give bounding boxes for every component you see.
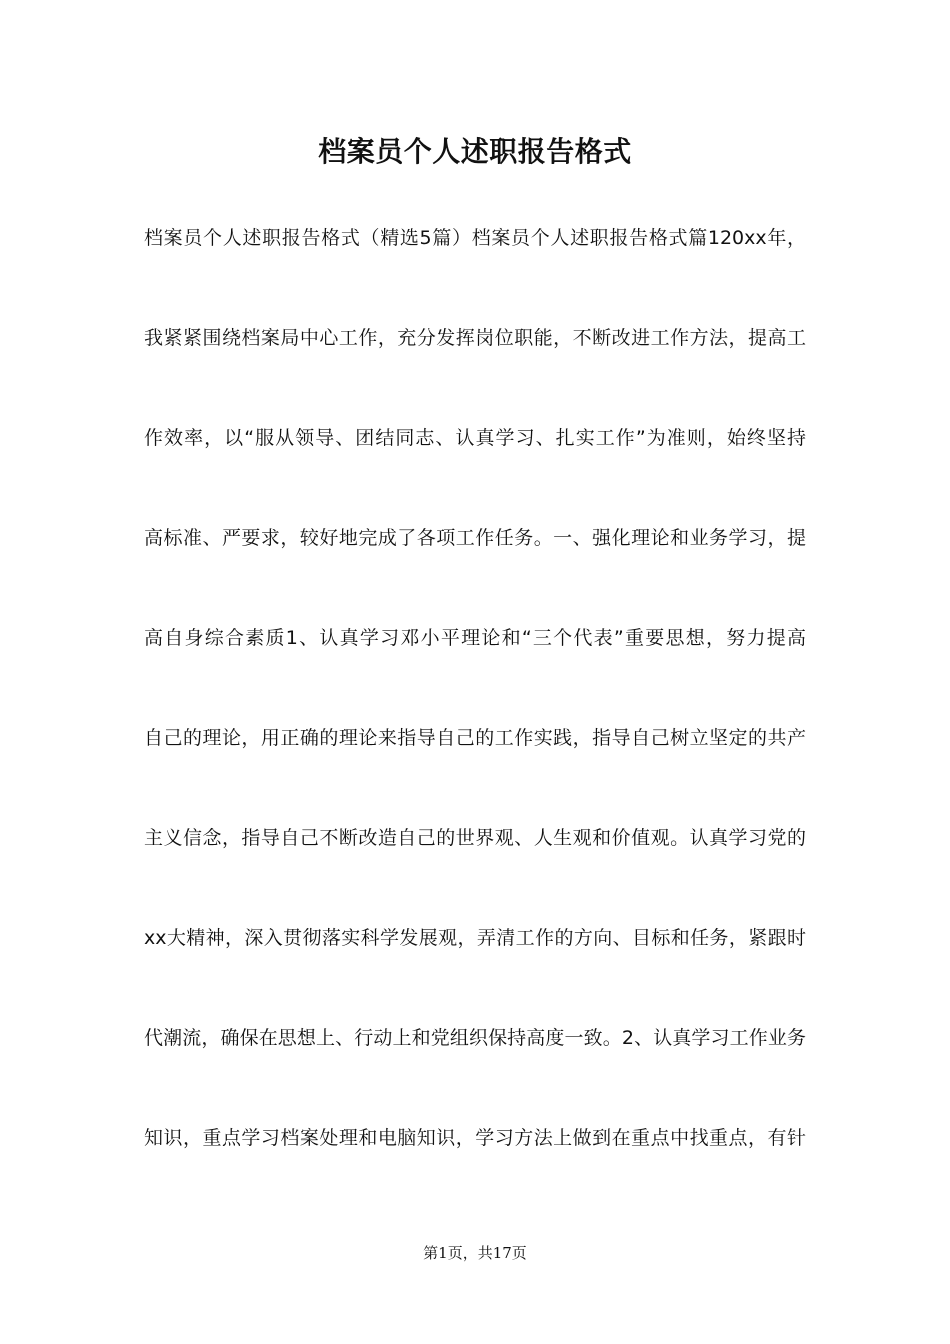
body-line: 代潮流，确保在思想上、行动上和党组织保持高度一致。2、认真学习工作业务: [144, 1027, 806, 1049]
body-line: 作效率，以“服从领导、团结同志、认真学习、扎实工作”为准则，始终坚持: [144, 427, 806, 449]
document-body: [144, 218, 806, 1218]
body-line: 档案员个人述职报告格式（精选5篇）档案员个人述职报告格式篇120xx年，: [144, 227, 806, 249]
body-line: 高标准、严要求，较好地完成了各项工作任务。一、强化理论和业务学习，提: [144, 527, 806, 549]
body-line: 高自身综合素质1、认真学习邓小平理论和“三个代表”重要思想，努力提高: [144, 627, 806, 649]
body-line: 主义信念，指导自己不断改造自己的世界观、人生观和价值观。认真学习党的: [144, 827, 806, 849]
body-line: 我紧紧围绕档案局中心工作，充分发挥岗位职能，不断改进工作方法，提高工: [144, 327, 806, 349]
body-line: 自己的理论，用正确的理论来指导自己的工作实践，指导自己树立坚定的共产: [144, 727, 806, 749]
body-line: xx大精神，深入贯彻落实科学发展观，弄清工作的方向、目标和任务，紧跟时: [144, 927, 806, 949]
body-line: 知识，重点学习档案处理和电脑知识，学习方法上做到在重点中找重点，有针: [144, 1127, 806, 1149]
document-title: 档案员个人述职报告格式: [318, 135, 632, 168]
page-number-footer: 第1页，共17页: [423, 1244, 527, 1262]
